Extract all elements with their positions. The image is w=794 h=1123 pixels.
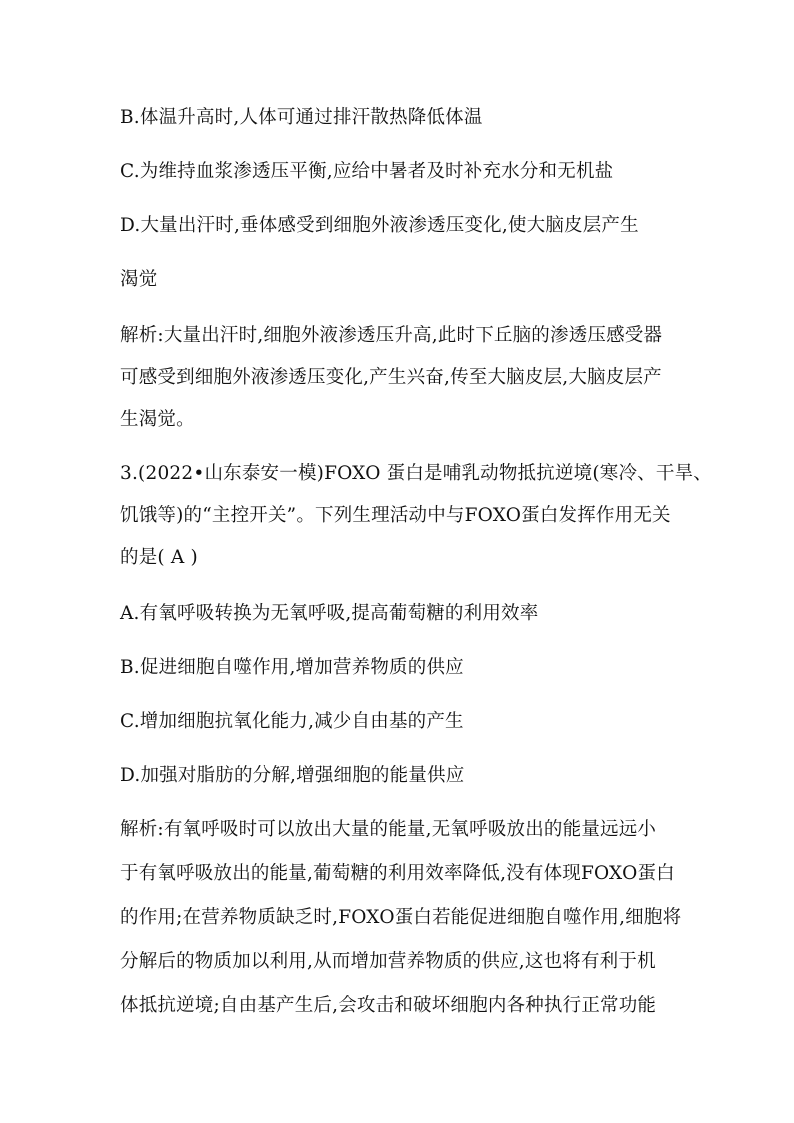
- question-3-line-3: 的是( A ): [120, 547, 198, 568]
- option-d-line-2: 渴觉: [120, 269, 158, 290]
- question-3-line-1: 3.(2022•山东泰安一模)FOXO 蛋白是哺乳动物抵抗逆境(寒冷、干旱、: [120, 463, 712, 484]
- analysis-3-line-4: 分解后的物质加以利用,从而增加营养物质的供应,这也将有利于机: [120, 951, 656, 972]
- option-b: B.体温升高时,人体可通过排汗散热降低体温: [120, 107, 483, 128]
- question-3-option-b: B.促进细胞自噬作用,增加营养物质的供应: [120, 657, 464, 678]
- question-3-option-d: D.加强对脂肪的分解,增强细胞的能量供应: [120, 765, 465, 786]
- question-3-line-2: 饥饿等)的“主控开关”。下列生理活动中与FOXO蛋白发挥作用无关: [120, 505, 671, 526]
- analysis-2-line-2: 可感受到细胞外液渗透压变化,产生兴奋,传至大脑皮层,大脑皮层产: [120, 367, 662, 388]
- analysis-3-line-2: 于有氧呼吸放出的能量,葡萄糖的利用效率降低,没有体现FOXO蛋白: [120, 863, 675, 884]
- question-3-option-a: A.有氧呼吸转换为无氧呼吸,提高葡萄糖的利用效率: [120, 603, 539, 624]
- option-c: C.为维持血浆渗透压平衡,应给中暑者及时补充水分和无机盐: [120, 161, 614, 182]
- analysis-3-line-1: 解析:有氧呼吸时可以放出大量的能量,无氧呼吸放出的能量远远小: [120, 819, 657, 840]
- option-d-line-1: D.大量出汗时,垂体感受到细胞外液渗透压变化,使大脑皮层产生: [120, 215, 639, 236]
- analysis-3-line-3: 的作用;在营养物质缺乏时,FOXO蛋白若能促进细胞自噬作用,细胞将: [120, 907, 682, 928]
- analysis-2-line-3: 生渴觉。: [120, 409, 195, 430]
- analysis-2-line-1: 解析:大量出汗时,细胞外液渗透压升高,此时下丘脑的渗透压感受器: [120, 325, 663, 346]
- question-3-option-c: C.增加细胞抗氧化能力,减少自由基的产生: [120, 711, 464, 732]
- analysis-3-line-5: 体抵抗逆境;自由基产生后,会攻击和破坏细胞内各种执行正常功能: [120, 995, 657, 1016]
